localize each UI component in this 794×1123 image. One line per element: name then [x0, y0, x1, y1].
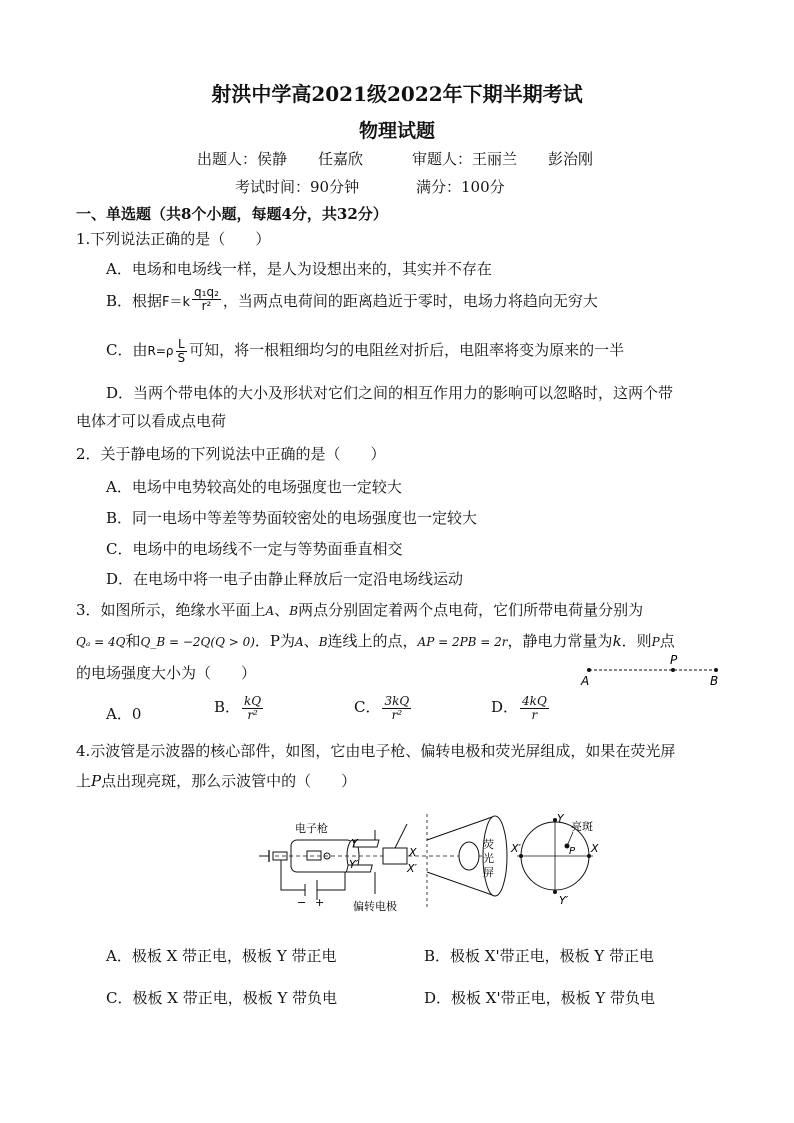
q3-figure-label-p: P	[670, 653, 678, 667]
q1-c-suffix: 可知，将一根粗细均匀的电阻丝对折后，电阻率将变为原来的一半	[189, 341, 625, 360]
q3-line1-suffix: 两点分别固定着两个点电荷，它们所带电荷量分别为	[298, 601, 644, 619]
exam-subtitle: 物理试题	[358, 120, 435, 142]
q4-fig-label-x-plate: X	[409, 846, 417, 859]
q4-fig-label-deflect: 偏转电极	[353, 900, 397, 913]
q4-option-a: A．极板 X 带正电，极板 Y 带正电	[106, 947, 337, 965]
q1-option-d-line2: 电体才可以看成点电荷	[76, 412, 227, 430]
q4-line2	[76, 770, 356, 791]
q4-option-d: D．极板 X'带正电，极板 Y 带负电	[424, 989, 656, 1007]
q1-stem: 1.下列说法正确的是（ ）	[76, 230, 271, 248]
q4-fig-screen-label-yprime: Y′	[559, 894, 569, 907]
q3-figure-label-a: A	[581, 674, 590, 688]
q3-line1-prefix: 3．如图所示，绝缘水平面上	[76, 601, 266, 619]
q3-line1	[76, 599, 643, 620]
q1-c-numerator: L	[176, 338, 188, 352]
q4-fig-gun-anode	[307, 851, 321, 860]
q3-figure-point-b	[714, 668, 718, 672]
q4-fig-screen-char1: 荧	[483, 838, 494, 851]
q3-b-den: r²	[247, 707, 258, 722]
q4-fig-screen-label-x: X	[591, 842, 599, 855]
q4-fig-label-xprime-plate: X′	[407, 862, 418, 875]
q3-b-num: kQ	[244, 694, 262, 708]
q3-sep: 、	[274, 601, 290, 619]
q3-c-den: r²	[391, 707, 403, 722]
q1-c-denominator: S	[177, 350, 186, 365]
q3-k-text: ，静电力常量为	[507, 632, 613, 650]
q1-b-prefix: B．根据	[106, 292, 163, 310]
q3-ap-relation: AP = 2PB = 2r	[417, 635, 508, 649]
q4-fig-screen-label-p: P	[569, 846, 576, 857]
q3-line2	[76, 630, 675, 651]
q3-p2: P	[651, 635, 660, 649]
q4-fig-lead-x	[395, 824, 407, 848]
q3-option-a: A．0	[106, 705, 142, 723]
q3-figure-label-b: B	[710, 674, 719, 688]
q4-fig-screen-label-y: Y	[557, 812, 564, 825]
q1-b-numerator: q₁q₂	[194, 284, 219, 299]
q4-fig-label-yprime-plate: Y′	[349, 858, 359, 871]
q3-point-a: A	[265, 604, 275, 618]
q3-point-b: B	[289, 604, 299, 618]
author-2: 任嘉欣	[318, 150, 364, 168]
q3-d-num: 4kQ	[522, 694, 547, 708]
q3-d-label: D．	[491, 698, 519, 717]
q2-option-d: D．在电场中将一电子由静止释放后一定沿电场线运动	[106, 570, 464, 588]
q4-fig-plus: +	[315, 896, 325, 909]
section-heading: 一、单选题（共8个小题，每题4分，共32分）	[76, 205, 388, 223]
q2-option-a: A．电场中电势较高处的电场强度也一定较大	[106, 478, 402, 496]
q3-figure-point-p	[671, 668, 675, 672]
exam-score: 满分：100分	[416, 178, 505, 196]
q3-charge-b: Q_B = −2Q(Q > 0)	[140, 635, 255, 649]
q1-option-b	[106, 284, 598, 313]
q3-p-text1: ．P为	[254, 632, 295, 650]
q3-and: 和	[125, 632, 141, 650]
q4-line1: 4.示波管是示波器的核心部件，如图，它由电子枪、偏转电极和荧光屏组成，如果在荧光屏	[76, 742, 676, 760]
reviewer-2: 彭治刚	[548, 150, 594, 168]
q4-fig-minus: −	[297, 896, 307, 909]
q3-figure	[576, 652, 726, 688]
q4-oscilloscope-figure	[255, 810, 605, 920]
q3-d-den: r	[531, 707, 538, 722]
q4-fig-plate-x	[383, 848, 407, 864]
q4-fig-screen-char3: 屏	[483, 866, 494, 879]
q3-option-c	[354, 695, 413, 721]
q4-fig-label-gun: 电子枪	[295, 822, 328, 835]
q3-k: k	[612, 632, 622, 650]
q1-option-d-line1: D．当两个带电体的大小及形状对它们之间的相互作用力的影响可以忽略时，这两个带	[106, 384, 674, 402]
q3-line3: 的电场强度大小为（ ）	[76, 664, 257, 682]
q1-b-denominator: r²	[201, 298, 212, 313]
q3-p-text5: 连线上的点，	[327, 632, 418, 650]
q2-option-c: C．电场中的电场线不一定与等势面垂直相交	[106, 540, 403, 558]
q2-stem: 2．关于静电场的下列说法中正确的是（ ）	[76, 445, 386, 463]
q4-fig-wire-2	[317, 872, 345, 890]
q4-line2-p: P	[91, 772, 102, 790]
q3-k-suffix2: 点	[659, 632, 675, 650]
q3-p-text4: B	[318, 635, 328, 649]
exam-title: 射洪中学高2021级2022年下期半期考试	[211, 82, 583, 106]
q4-option-b: B．极板 X'带正电，极板 Y 带正电	[424, 947, 655, 965]
q4-fig-label-y-plate: Y	[351, 837, 358, 850]
q3-b-label: B．	[214, 698, 241, 717]
q3-c-num: 3kQ	[384, 694, 410, 708]
q3-charge-a: Qₐ = 4Q	[76, 635, 126, 649]
q3-option-d	[491, 695, 551, 721]
q3-option-b	[214, 695, 265, 721]
q1-option-c	[106, 338, 624, 364]
q4-fig-beam-spot	[459, 842, 479, 870]
q3-p-text3: 、	[303, 632, 319, 650]
q1-option-a: A．电场和电场线一样，是人为设想出来的，其实并不存在	[106, 260, 492, 278]
q4-fig-screen-label-xprime: X′	[511, 842, 522, 855]
q4-line2-suffix: 点出现亮斑，那么示波管中的（ ）	[101, 772, 357, 790]
q4-line2-prefix: 上	[76, 772, 92, 790]
q4-fig-screen-char2: 光	[483, 852, 494, 865]
q1-b-suffix: ，当两点电荷间的距离趋近于零时，电场力将趋向无穷大	[222, 292, 598, 310]
q1-c-formula-lhs: R=ρ	[147, 344, 174, 359]
q3-k-suffix: ．则	[621, 632, 652, 650]
q4-fig-gun-body	[291, 840, 353, 872]
q3-p-text2: A	[295, 635, 304, 649]
q2-option-b: B．同一电场中等差等势面较密处的电场强度也一定较大	[106, 509, 478, 527]
q3-c-label: C．	[354, 698, 381, 717]
q4-fig-label-bright: 亮斑	[571, 820, 593, 833]
authors-label: 出题人：侯静	[197, 150, 288, 168]
q1-b-formula-lhs: F＝k	[162, 295, 191, 310]
q1-c-prefix: C．由	[106, 341, 148, 360]
q3-figure-point-a	[587, 668, 591, 672]
reviewers-label: 审题人：王丽兰	[412, 150, 518, 168]
exam-time: 考试时间：90分钟	[235, 178, 360, 196]
q4-fig-dot-yprime	[553, 890, 557, 894]
q4-option-c: C．极板 X 带正电，极板 Y 带负电	[106, 989, 338, 1007]
